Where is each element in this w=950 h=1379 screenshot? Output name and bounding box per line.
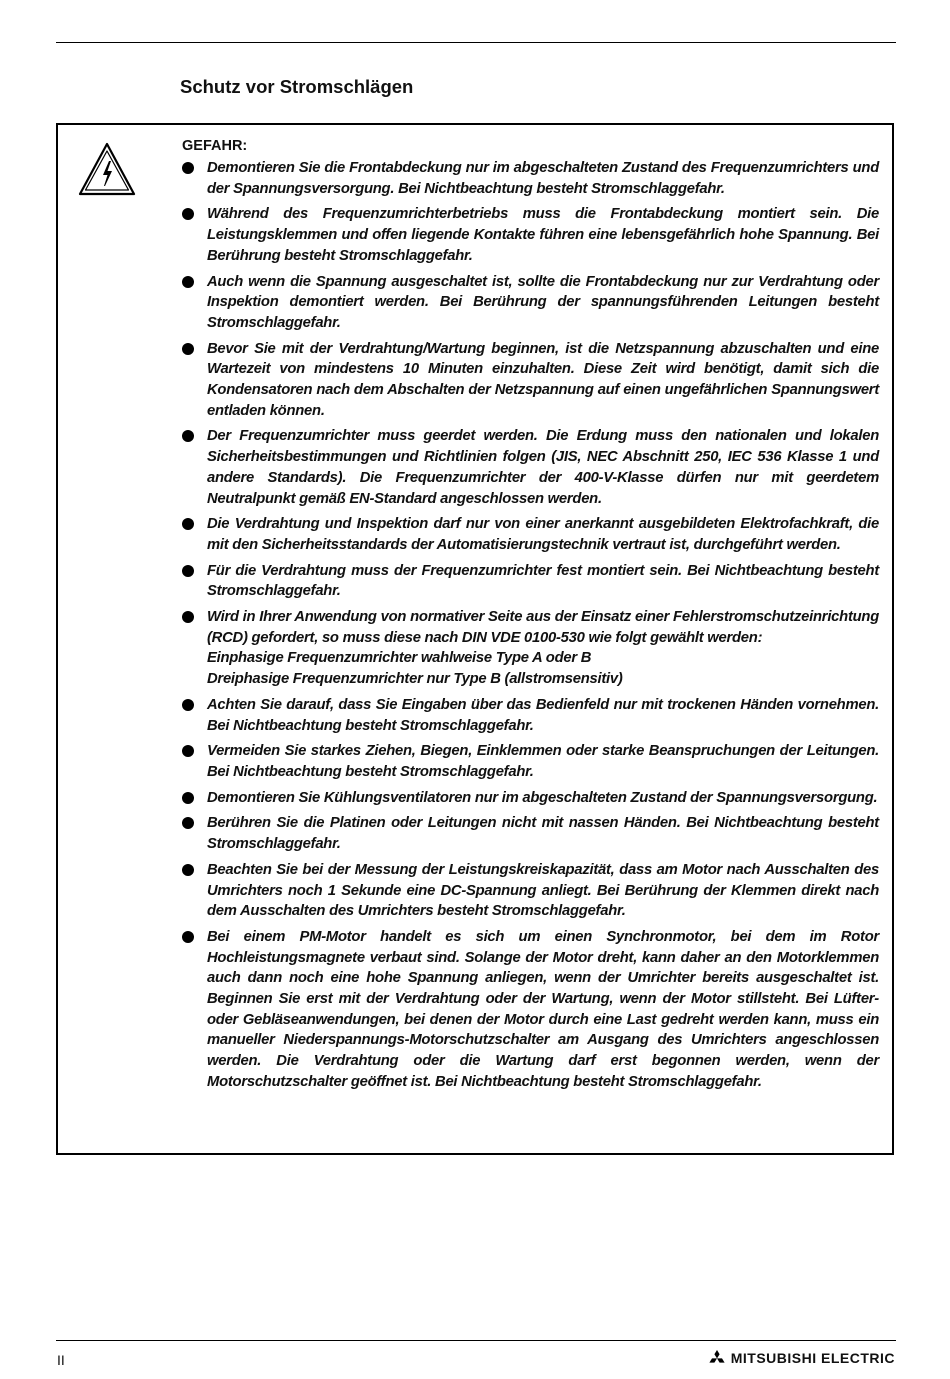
warning-item xyxy=(182,339,879,422)
warning-item xyxy=(182,272,879,334)
warning-item-text: Wird in Ihrer Anwendung von normativer Seite aus der Einsatz einer Fehlerstromschutzeinrichtung (RCD) gefordert, so muss diese nach DIN VDE 0100-530 wie folgt gewählt werden: Einphasige Frequenzumrichter wahlweise Type A oder B Dreiphasige Frequenzumrichter nur Type B (allstromsensitiv) xyxy=(207,609,879,688)
bullet-icon xyxy=(182,699,194,711)
bullet-icon xyxy=(182,864,194,876)
bullet-icon xyxy=(182,817,194,829)
warning-item-text: Berühren Sie die Platinen oder Leitungen nicht mit nassen Händen. Bei Nichtbeachtung besteht Stromschlaggefahr. xyxy=(207,815,879,853)
bullet-icon xyxy=(182,745,194,757)
warning-item xyxy=(182,860,879,922)
warning-item xyxy=(182,514,879,555)
warning-item xyxy=(182,561,879,602)
section-title: Schutz vor Stromschlägen xyxy=(180,76,414,97)
bullet-icon xyxy=(182,565,194,577)
warning-item-text: Während des Frequenzumrichterbetriebs muss die Frontabdeckung montiert sein. Die Leistungsklemmen und offen liegende Kontakte führen eine lebensgefährlich hohe Spannung. Bei Berührung besteht Stromschlaggefahr. xyxy=(207,206,879,264)
bullet-icon xyxy=(182,931,194,943)
warning-item-text: Beachten Sie bei der Messung der Leistungskreiskapazität, dass am Motor nach Ausschalten des Umrichters noch 1 Sekunde eine DC-Spannung anliegt. Bei Berührung der Klemmen direkt nach dem Ausschalten des Umrichters besteht Stromschlaggefahr. xyxy=(207,861,879,920)
warning-item xyxy=(182,426,879,509)
warning-item-text: Demontieren Sie die Frontabdeckung nur im abgeschalteten Zustand des Frequenzumrichters und der Spannungsversorgung. Bei Nichtbeachtung besteht Stromschlaggefahr. xyxy=(207,160,879,197)
warning-box xyxy=(56,123,894,1155)
warning-item xyxy=(182,158,879,199)
warning-item-text: Der Frequenzumrichter muss geerdet werden. Die Erdung muss den nationalen und lokalen Sicherheitsbestimmungen und Richtlinien folgen (JIS, NEC Abschnitt 250, IEC 536 Klasse 1 und andere Standards). Die Frequenzumrichter der 400-V-Klasse dürfen nur mit geerdetem Neutralpunkt gemäß EN-Standard angeschlossen werden. xyxy=(207,428,879,507)
bullet-icon xyxy=(182,430,194,442)
bottom-rule xyxy=(56,1340,896,1341)
bullet-icon xyxy=(182,518,194,530)
warning-item xyxy=(182,607,879,690)
warning-item xyxy=(182,695,879,736)
warning-item xyxy=(182,204,879,266)
warning-item-text: Die Verdrahtung und Inspektion darf nur von einer anerkannt ausgebildeten Elektrofachkraft, die mit den Sicherheitsstandards der Automatisierungstechnik vertraut ist, durchgeführt werden. xyxy=(207,516,879,553)
warning-item-text: Achten Sie darauf, dass Sie Eingaben über das Bedienfeld nur mit trockenen Händen vornehmen. Bei Nichtbeachtung besteht Stromschlaggefahr. xyxy=(207,696,879,734)
warning-item-text: Bevor Sie mit der Verdrahtung/Wartung beginnen, ist die Netzspannung abzuschalten und eine Wartezeit von mindestens 10 Minuten einzuhalten. Diese Zeit wird benötigt, damit sich die Kondensatoren nach dem Abschalten der Netzspannung auf einen ungefährlichen Spannungswert entladen können. xyxy=(207,340,879,419)
warning-item-text: Vermeiden Sie starkes Ziehen, Biegen, Einklemmen oder starke Beanspruchungen der Leitungen. Bei Nichtbeachtung besteht Stromschlaggefahr. xyxy=(207,743,879,780)
warning-list xyxy=(182,158,879,1093)
warning-item-text: Bei einem PM-Motor handelt es sich um einen Synchronmotor, bei dem im Rotor Hochleistungsmagnete verbaut sind. Solange der Motor dreht, kann daher an den Motorklemmen auch dann noch eine hohe Spannung anliegen, wenn der Umrichter bereits ausgeschaltet ist. Beginnen Sie erst mit der Verdrahtung oder der Wartung, wenn der Motor stillsteht. Bei Lüfter- oder Gebläseanwendungen, bei denen der Motor durch eine Last gedreht werden kann, muss ein manueller Niederspannungs-Motorschutzschalter am Ausgang des Umrichters angeschlossen werden. Die Verdrahtung oder die Wartung darf erst begonnen werden, wenn der Motorschutzschalter geöffnet ist. Bei Nichtbeachtung besteht Stromschlaggefahr. xyxy=(207,928,879,1090)
bullet-icon xyxy=(182,611,194,623)
bullet-icon xyxy=(182,208,194,220)
page-number: II xyxy=(57,1352,65,1368)
warning-item-text: Für die Verdrahtung muss der Frequenzumrichter fest montiert sein. Bei Nichtbeachtung besteht Stromschlaggefahr. xyxy=(207,562,879,600)
warning-content xyxy=(182,137,879,1098)
bullet-icon xyxy=(182,343,194,355)
bullet-icon xyxy=(182,276,194,288)
bullet-icon xyxy=(182,792,194,804)
warning-item-text: Demontieren Sie Kühlungsventilatoren nur im abgeschalteten Zustand der Spannungsversorgung. xyxy=(207,789,878,806)
warning-item xyxy=(182,741,879,782)
warning-item xyxy=(182,927,879,1093)
mitsubishi-logo-icon xyxy=(707,1350,727,1366)
bullet-icon xyxy=(182,162,194,174)
warning-item-text: Auch wenn die Spannung ausgeschaltet ist, sollte die Frontabdeckung nur zur Verdrahtung oder Inspektion demontiert werden. Bei Berührung der spannungsführenden Leitungen besteht Stromschlaggefahr. xyxy=(207,273,879,331)
brand-name: MITSUBISHI ELECTRIC xyxy=(730,1350,895,1366)
electrical-hazard-icon xyxy=(78,142,136,196)
warning-item xyxy=(182,788,879,809)
warning-label: GEFAHR: xyxy=(182,138,248,154)
warning-item xyxy=(182,813,879,854)
brand-logo xyxy=(707,1350,895,1366)
top-rule xyxy=(56,42,896,43)
